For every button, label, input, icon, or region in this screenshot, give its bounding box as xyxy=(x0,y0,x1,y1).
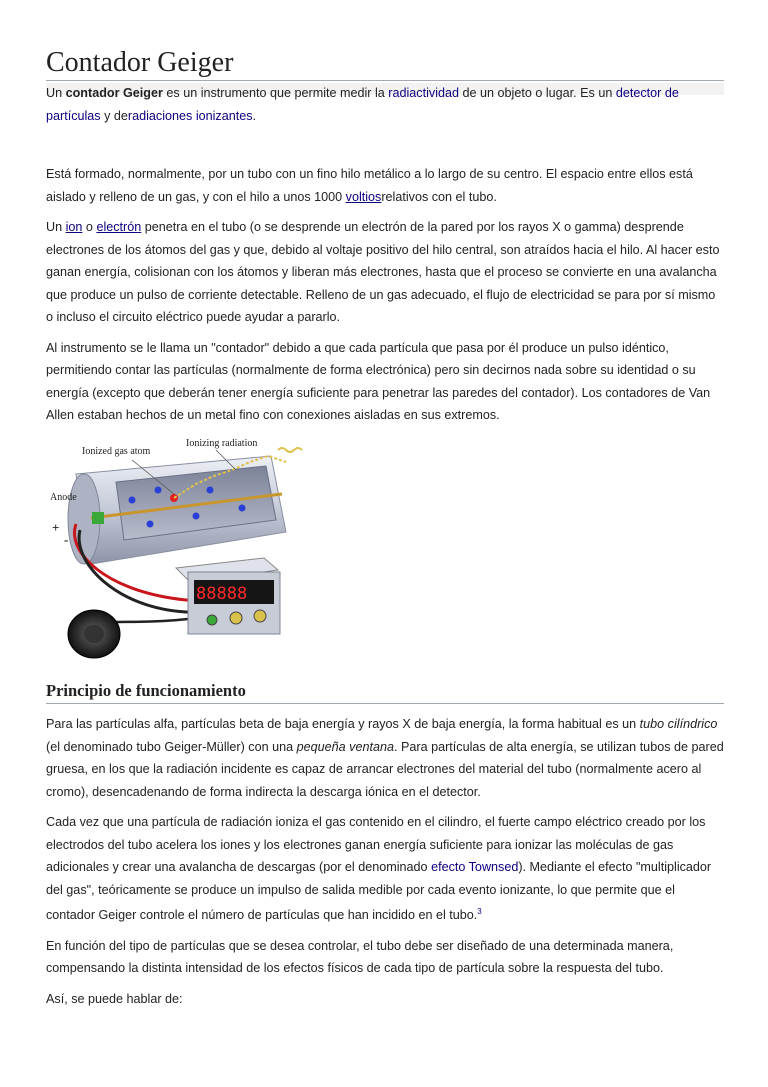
intro-bold-term: contador Geiger xyxy=(65,86,163,100)
ion-dot xyxy=(239,505,246,512)
page-title: Contador Geiger xyxy=(46,0,724,81)
intro-text-2: es un instrumento que permite medir la xyxy=(162,86,389,100)
paragraph-6: En función del tipo de partículas que se desea controlar, el tubo debe ser diseñado de una determinada manera, compensando la distinta intensidad de los efectos físicos de cada tipo de partícula sobre la respuesta del tubo. xyxy=(46,938,674,976)
label-anode: Anode xyxy=(50,492,77,503)
paragraph-7: Así, se puede hablar de: xyxy=(46,991,183,1006)
counter-display-digits: 88888 xyxy=(196,584,248,604)
paragraph-5 xyxy=(46,811,724,927)
geiger-counter-illustration xyxy=(46,432,316,664)
counter-knob xyxy=(207,615,217,625)
p4-italic-1: tubo cilíndrico xyxy=(639,717,718,731)
article xyxy=(46,0,724,427)
ion-dot xyxy=(155,487,162,494)
link-ion[interactable]: ion xyxy=(65,220,83,234)
paragraph-4 xyxy=(46,713,724,803)
p5-text-1: Cada vez que una partícula de radiación ioniza el gas contenido en el cilindro, el fuerte campo eléctrico creado por los electrodos del tubo acelera los iones y los electrones ganan energía suficiente para ionizar las moléculas de gas adicionales y crear una avalancha de descargas (por el denominado xyxy=(46,815,706,874)
ion-dot xyxy=(147,521,154,528)
wire-speaker xyxy=(106,618,196,622)
p4-text-3: . Para partículas de alta energía, se utilizan tubos de pared gruesa, en los que la radiación incidente es capaz de arrancar electrones del material del tubo (normalmente acero al cromo), desencadenando de forma indirecta la descarga iónica en el detector. xyxy=(46,739,724,799)
p1-text-1: Está formado, normalmente, por un tubo con un fino hilo metálico a lo largo de su centro. El espacio entre ellos está aislado y relleno de un gas, y con el hilo a unos 1000 xyxy=(46,167,693,204)
p5-text-2: ). Mediante el efecto "multiplicador del gas", teóricamente se produce un impulso de salida medible por cada evento ionizante, lo que permite que el contador Geiger controle el número de partículas que han incidido en el tubo. xyxy=(46,860,712,923)
section-principio xyxy=(46,680,724,1010)
p2-text-1: o xyxy=(82,220,97,234)
label-plus: + xyxy=(52,520,60,535)
paragraph-2 xyxy=(46,216,724,329)
ion-dot xyxy=(129,497,136,504)
ionized-atom-dot xyxy=(170,494,178,502)
section-heading: Principio de funcionamiento xyxy=(46,680,724,704)
p4-text-2: (el denominado tubo Geiger-Müller) con una xyxy=(46,739,297,754)
p1-text-2: relativos con el tubo. xyxy=(381,189,497,204)
label-ionizing-radiation: Ionizing radiation xyxy=(186,438,258,449)
link-radiaciones-ionizantes[interactable]: radiaciones ionizantes xyxy=(127,108,253,123)
geiger-counter-figure xyxy=(46,432,316,664)
reference-3[interactable]: 3 xyxy=(477,907,482,916)
label-minus: - xyxy=(64,532,69,547)
p2-text-0: Un xyxy=(46,220,66,234)
counter-knob xyxy=(230,612,242,624)
counter-knob xyxy=(254,610,266,622)
link-detector-particulas[interactable]: detector de partículas xyxy=(46,86,679,123)
paragraph-3: Al instrumento se le llama un "contador" debido a que cada partícula que pasa por él produce un pulso idéntico, permitiendo contar las partículas (normalmente de forma electrónica) pero sin decirnos nada sobre su identidad o su energía (excepto que deberán tener energía suficiente para penetrar las paredes del contador). Los contadores de Van Allen estaban hechos de un metal fino con conexiones aisladas en sus extremos. xyxy=(46,340,711,422)
label-ionized-gas-atom: Ionized gas atom xyxy=(82,446,151,457)
p2-text-2: penetra en el tubo (o se desprende un electrón de la pared por los rayos X o gamma) desprende electrones de los átomos del gas y que, debido al voltaje positivo del hilo central, son atraídos hacia el hilo. Al hacer esto ganan energía, colisionan con los átomos y liberan más electrones, hasta que el proceso se convierte en una avalancha que produce un pulso de corriente detectable. Relleno de un gas adecuado, el flujo de electricidad se para por sí mismo o incluso el circuito eléctrico puede ayudar a pararlo. xyxy=(46,220,720,324)
link-voltios[interactable]: voltios xyxy=(345,189,382,204)
link-efecto-townsed[interactable]: efecto Townsed xyxy=(431,860,519,874)
connector-green xyxy=(92,512,104,524)
link-radiactividad[interactable]: radiactividad xyxy=(388,86,460,100)
ion-dot xyxy=(193,513,200,520)
intro-text-3: de un objeto o lugar. Es un xyxy=(459,86,616,100)
ion-dot xyxy=(207,487,214,494)
intro-paragraph xyxy=(46,82,724,127)
intro-text-5: . xyxy=(252,108,257,123)
p4-text-1: Para las partículas alfa, partículas beta de baja energía y rayos X de baja energía, la forma habitual es un xyxy=(46,717,640,731)
paragraph-1 xyxy=(46,163,724,208)
radiation-squiggle xyxy=(278,448,302,452)
link-electron[interactable]: electrón xyxy=(96,220,142,234)
speaker-cone xyxy=(84,625,104,643)
intro-text-4: y de xyxy=(100,108,128,123)
p4-italic-2: pequeña ventana xyxy=(296,739,394,754)
intro-text-1: Un xyxy=(46,86,66,100)
